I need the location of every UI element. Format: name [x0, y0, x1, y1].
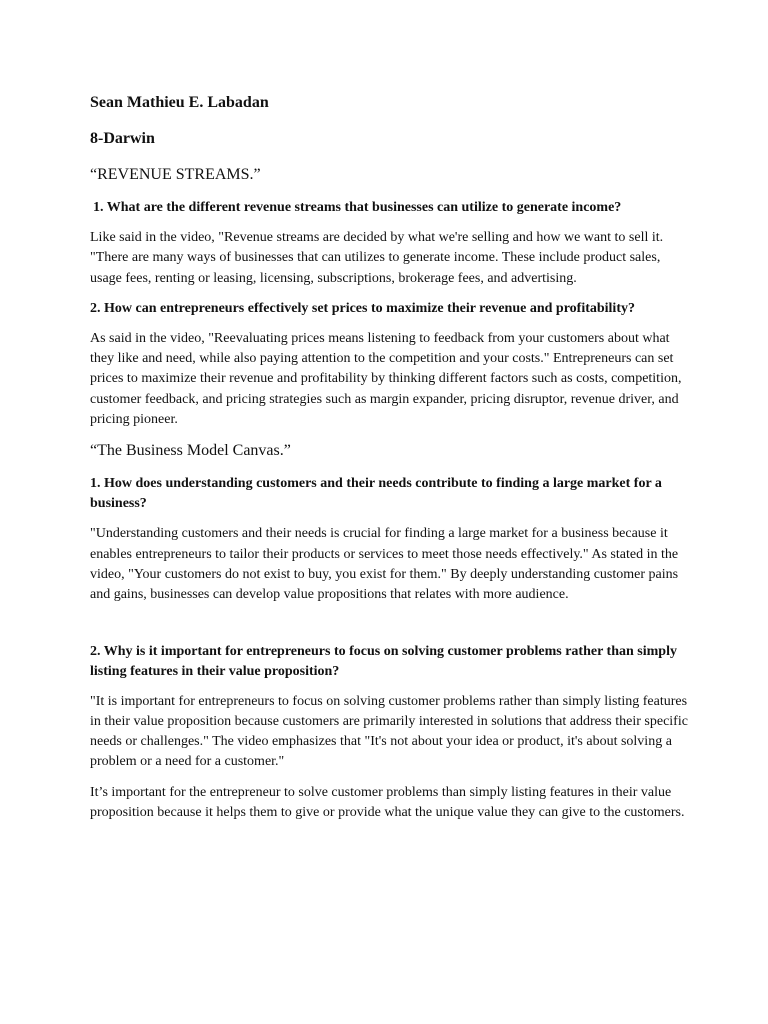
question-rs-1: 1. What are the different revenue streams that businesses can utilize to generate income? — [93, 200, 622, 215]
answer-bmc-1: "Understanding customers and their needs is crucial for finding a large market for a business because it enables entrepreneurs to tailor their products or services to meet those needs effectively." As stated in the video, "Your customers do not exist to buy, you exist for them." By deeply understanding customer pains and gains, businesses can develop value propositions that relates with more audience. — [90, 526, 679, 603]
heading-business-model-canvas: “The Business Model Canvas.” — [90, 442, 291, 460]
question-bmc-1: 1. How does understanding customers and their needs contribute to finding a large market for a business? — [90, 476, 662, 512]
question-bmc-2: 2. Why is it important for entrepreneurs to focus on solving customer problems rather than simply listing features in their value proposition? — [90, 643, 677, 679]
class-section: 8-Darwin — [90, 130, 155, 147]
document-body — [90, 92, 690, 833]
blank-line — [90, 616, 690, 642]
answer-bmc-2: "It is important for entrepreneurs to focus on solving customer problems rather than simply listing features in their value proposition because customers are primarily interested in solutions that address their specific needs or challenges." The video emphasizes that "It's not about your idea or product, it's about solving a problem or a need for a customer." — [90, 693, 688, 770]
answer-rs-1: Like said in the video, "Revenue streams are decided by what we're selling and how we want to sell it. "There are many ways of businesses that can utilizes to generate income. These include product sales, usage fees, renting or leasing, licensing, subscriptions, brokerage fees, and advertising. — [90, 230, 664, 286]
answer-rs-2: As said in the video, "Reevaluating prices means listening to feedback from your customers about what they like and need, while also paying attention to the competition and your costs." Entrepreneurs can set prices to maximize their revenue and profitability by thinking different factors such as costs, competition, customer feedback, and pricing strategies such as margin expander, pricing disruptor, revenue driver, and pricing pioneer. — [90, 330, 682, 428]
question-rs-2: 2. How can entrepreneurs effectively set prices to maximize their revenue and profitability? — [90, 300, 635, 316]
answer-bmc-2-continued: It’s important for the entrepreneur to solve customer problems than simply listing features in their value proposition because it helps them to give or provide what the unique value they can give to the customers. — [90, 784, 685, 821]
author-name: Sean Mathieu E. Labadan — [90, 94, 269, 111]
heading-revenue-streams: “REVENUE STREAMS.” — [90, 166, 261, 183]
